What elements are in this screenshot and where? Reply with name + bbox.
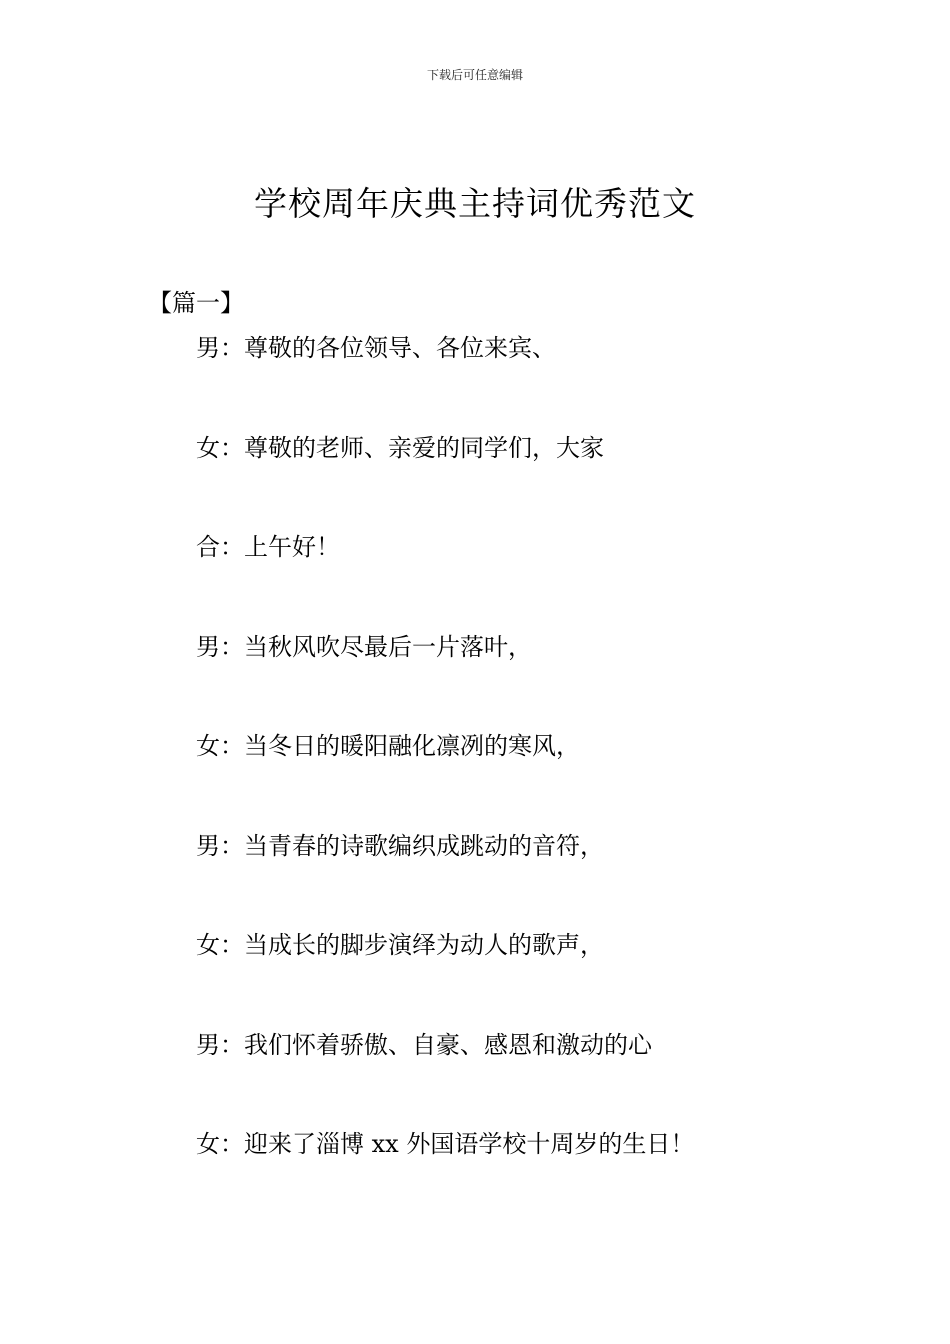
- dialogue-line: 男：当秋风吹尽最后一片落叶，: [196, 632, 532, 661]
- section-heading: 【篇一】: [148, 289, 244, 317]
- dialogue-line: 女：尊敬的老师、亲爱的同学们，大家: [196, 433, 604, 462]
- dialogue-line: 女：迎来了淄博 xx 外国语学校十周岁的生日！: [196, 1130, 695, 1158]
- dialogue-line: 男：我们怀着骄傲、自豪、感恩和激动的心: [196, 1030, 652, 1059]
- dialogue-list: [196, 332, 836, 1228]
- header-note: 下载后可任意编辑: [426, 68, 523, 82]
- dialogue-line: 女：当成长的脚步演绎为动人的歌声，: [196, 931, 604, 959]
- dialogue-line: 合：上午好！: [196, 533, 340, 561]
- document-title: 学校周年庆典主持词优秀范文: [254, 184, 696, 223]
- dialogue-line: 男：当青春的诗歌编织成跳动的音符，: [196, 831, 604, 860]
- dialogue-line: 男：尊敬的各位领导、各位来宾、: [196, 334, 556, 362]
- dialogue-line: 女：当冬日的暖阳融化凛冽的寒风，: [196, 732, 580, 760]
